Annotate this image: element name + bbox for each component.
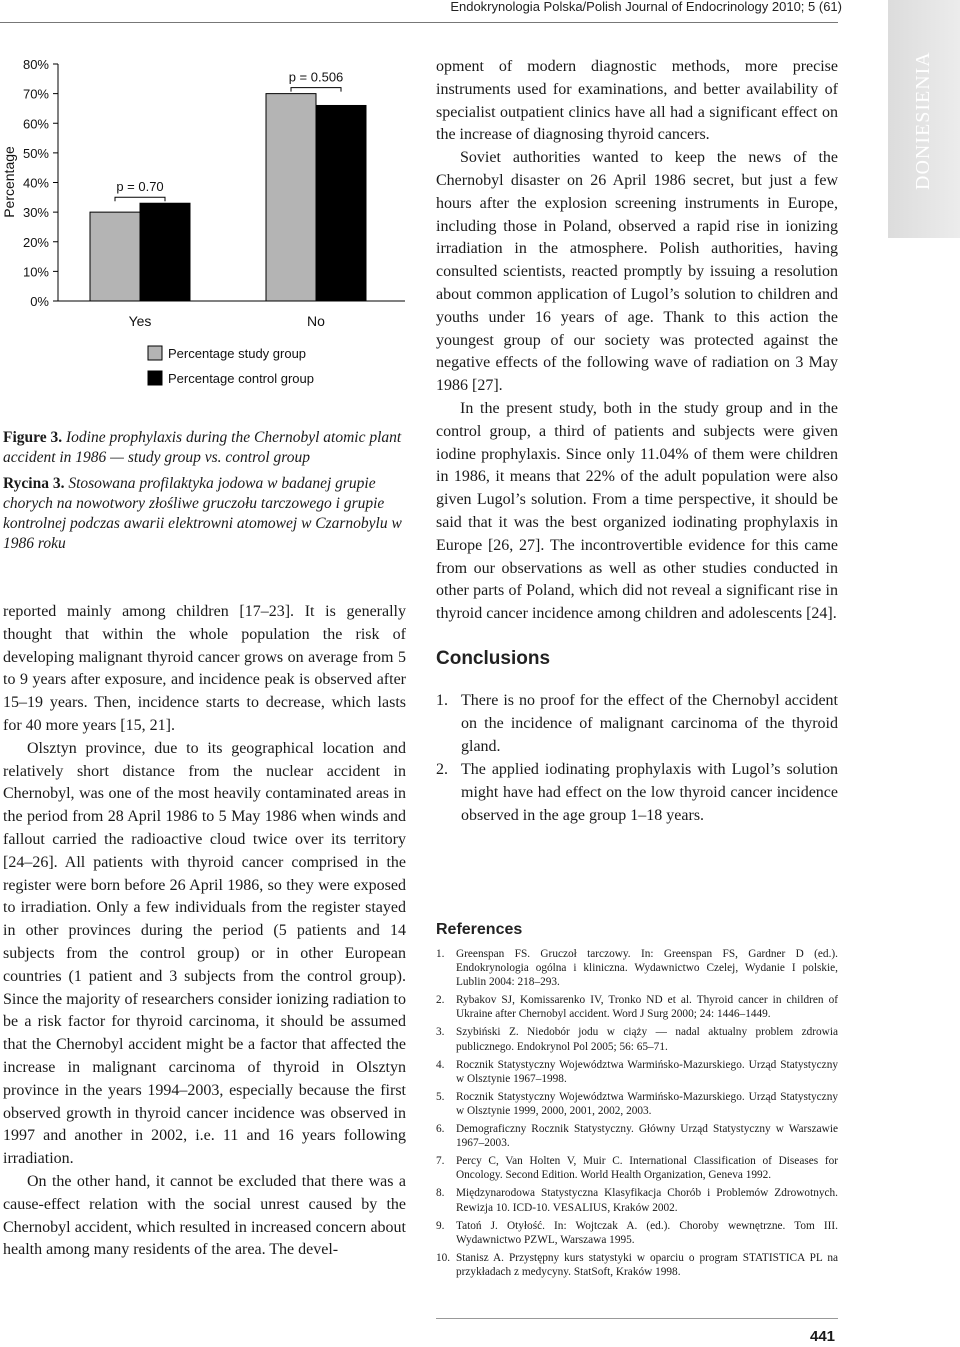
p-value-annotation: p = 0.70 — [116, 179, 164, 195]
legend-label: Percentage control group — [168, 371, 314, 386]
reference-number: 9. — [436, 1219, 445, 1232]
left-paragraph: Olsztyn province, due to its geographical location and relatively short distance from the nuclear accident in Chernobyl, was one of the most heavily contaminated areas in the period from 28 April 1986 to 5 May 1986 when winds and fallout carried the radioactive cloud twice over its territory [24–26]. All patients with thyroid cancer comprised in the register were born before 26 April 1986, so they were exposed to irradiation. Only a few individuals from the register stayed in other provinces during the period (5 patients and 14 subjects from the control group) or in other European countries (1 patient and 3 subjects from the control group). Since the majority of researchers consider ionizing radiation to be a risk factor for thyroid carcinoma, it should be assumed that the Chernobyl accident might be a factor that affected the increase in malignant carcinoma of thyroid in Olsztyn province in the years 1994–2003, especially because the first observed growth in thyroid cancer incidence was observed in 1997 and another in 2002, i.e. 11 and 16 years following irradiation. — [3, 739, 406, 1168]
reference-text: Tatoń J. Otyłość. In: Wojtczak A. (ed.). Choroby wewnętrzne. Tom III. Wydawnictwo PZWL, Warszawa 1995. — [456, 1219, 838, 1246]
reference-number: 7. — [436, 1155, 445, 1168]
y-tick-label: 50% — [22, 145, 49, 161]
conclusions-heading: Conclusions — [436, 647, 551, 669]
bar-control-yes — [140, 203, 190, 301]
reference-item — [436, 1090, 838, 1118]
left-column — [3, 601, 406, 1262]
reference-text: Demograficzny Rocznik Statystyczny. Główny Urząd Statystyczny w Warszawie 1967–2003. — [456, 1123, 838, 1150]
y-tick-label: 30% — [22, 205, 49, 221]
conclusion-text: There is no proof for the effect of the Chernobyl accident on the incidence of malignant carcinoma of the thyroid gland. — [461, 691, 838, 755]
references-heading: References — [436, 921, 523, 938]
reference-number: 8. — [436, 1187, 445, 1200]
y-tick-label: 70% — [22, 86, 49, 102]
reference-item — [436, 947, 838, 989]
y-tick-label: 10% — [22, 264, 49, 280]
reference-text: Percy C, Van Holten V, Muir C. International Classification of Diseases for Oncology. Second Edition. World Health Organization, Geneva 1992. — [456, 1155, 838, 1182]
reference-item — [436, 1154, 838, 1182]
reference-text: Rocznik Statystyczny Województwa Warmińsko-Mazurskiego. Urząd Statystyczny w Olsztynie 1967–1998. — [456, 1058, 838, 1085]
rycina-caption-text: Stosowana profilaktyka jodowa w badanej grupie chorych na nowotwory złośliwe gruczołu tarczowego i grupie kontrolnej podczas awarii elektrowni atomowej w Czarnobylu w 1986 roku — [3, 475, 402, 552]
left-paragraph: On the other hand, it cannot be excluded that there was a cause-effect relation with the social unrest caused by the Chernobyl accident, which resulted in increased concern about health among many residents of the area. The devel- — [3, 1172, 406, 1259]
reference-number: 3. — [436, 1026, 445, 1039]
footer-divider — [436, 1318, 838, 1319]
y-tick-label: 60% — [22, 116, 49, 132]
left-paragraph: reported mainly among children [17–23]. It is generally thought that within the whole population the risk of developing malignant thyroid cancer grows on average from 5 to 9 years after exposure, and incidence peak is observed after 15–19 years. Then, incidence starts to decrease, which lasts for 40 more years [15, 21]. — [3, 603, 406, 734]
reference-text: Greenspan FS. Gruczoł tarczowy. In: Greenspan FS, Gardner D (ed.). Endokrynologia ogólna i kliniczna. Wydawnictwo Czelej, Wydanie I polskie, Lublin 2004: 218–293. — [456, 948, 838, 989]
reference-number: 5. — [436, 1090, 445, 1103]
reference-text: Szybiński Z. Niedobór jodu w ciąży — nadal aktualny problem zdrowia publicznego. Endokrynol Pol 2005; 56: 65–71. — [456, 1026, 838, 1053]
reference-text: Rybakov SJ, Komissarenko IV, Tronko ND et al. Thyroid cancer in children of Ukraine after Chernobyl accident. Word J Surg 2000; 24: 1446–1449. — [456, 994, 838, 1021]
section-side-tab — [888, 0, 960, 238]
y-tick-label: 0% — [30, 294, 49, 309]
x-tick-label: No — [307, 313, 325, 329]
p-value-annotation: p = 0.506 — [288, 69, 344, 85]
reference-item — [436, 1251, 838, 1279]
conclusions-list — [436, 690, 838, 828]
legend-swatch — [148, 371, 162, 385]
reference-number: 2. — [436, 994, 445, 1007]
page-number: 441 — [810, 1328, 836, 1345]
reference-number: 6. — [436, 1123, 445, 1136]
right-paragraph: Soviet authorities wanted to keep the news of the Chernobyl disaster on 26 April 1986 secret, but just a few hours after the explosion screening instruments in Europe, including those in Poland, observed a rapid rise in ionizing irradiation in the atmosphere. Polish authorities, having consulted scientists, reacted promptly by issuing a resolution about common application of Lugol’s solution to children and youths under 16 years of age. Thank to this action the youngest group of our society was protected against the negative effects of the following wave of radiation on 3 May 1986 [27]. — [436, 149, 838, 395]
right-paragraph: In the present study, both in the study group and in the control group, a third of patients and subjects were given iodine prophylaxis. Since only 11.04% of them were children in 1986, it means that 22% of the adult population were also given Lugol’s solution. From a time perspective, it should be said that it was the best organized iodinating prophylaxis in Europe [26, 27]. The incontrovertible evidence for this came from our observations as well as other studies conducted in other parts of Poland, which did not reveal a significant rise in thyroid cancer incidence among children and adolescents [24]. — [436, 399, 838, 623]
legend-label: Percentage study group — [168, 346, 307, 361]
rycina-caption-label: Rycina 3. — [3, 475, 65, 492]
conclusion-item — [436, 690, 838, 758]
legend-swatch — [148, 346, 162, 360]
bar-control-no — [316, 105, 366, 301]
header-divider — [0, 22, 838, 23]
section-side-tab-label: DONIESIENIA — [912, 51, 934, 190]
figure-caption-label: Figure 3. — [3, 429, 63, 446]
reference-text: Stanisz A. Przystępny kurs statystyki w oparciu o program STATISTICA PL na przykładach z medycyny. StatSoft, Kraków 1998. — [456, 1251, 838, 1278]
reference-text: Międzynarodowa Statystyczna Klasyfikacja Chorób i Problemów Zdrowotnych. Rewizja 10. ICD-10. VESALIUS, Kraków 2002. — [456, 1187, 838, 1214]
reference-item — [436, 1122, 838, 1150]
reference-item — [436, 1058, 838, 1086]
x-tick-label: Yes — [128, 313, 152, 329]
references-list — [436, 947, 838, 1283]
conclusion-number: 1. — [436, 691, 448, 709]
reference-number: 1. — [436, 948, 445, 960]
y-tick-label: 80% — [22, 57, 49, 72]
iodine-prophylaxis-bar-chart — [0, 48, 410, 398]
chart-legend — [148, 346, 314, 386]
conclusion-number: 2. — [436, 761, 448, 779]
figure-caption-en — [3, 428, 408, 468]
conclusion-text: The applied iodinating prophylaxis with Lugol’s solution might have had effect on the low thyroid cancer incidence observed in the age group 1–18 years. — [461, 761, 838, 824]
significance-bracket — [291, 88, 341, 92]
conclusion-item — [436, 759, 838, 827]
reference-item — [436, 993, 838, 1021]
reference-number: 10. — [436, 1251, 451, 1264]
figure-caption-pl — [3, 474, 408, 554]
reference-item — [436, 1219, 838, 1247]
right-column — [436, 56, 838, 829]
reference-number: 4. — [436, 1058, 445, 1071]
right-paragraph: opment of modern diagnostic methods, more precise instruments used for examinations, and better availability of specialist outpatient clinics have all had a significant effect on the increase of diagnosing thyroid cancers. — [436, 58, 838, 144]
y-tick-label: 20% — [22, 234, 49, 250]
significance-bracket — [115, 197, 165, 201]
bar-study-no — [266, 94, 316, 301]
figure-caption-text: Iodine prophylaxis during the Chernobyl atomic plant accident in 1986 — study group vs. control group — [3, 429, 402, 466]
reference-item — [436, 1025, 838, 1053]
reference-text: Rocznik Statystyczny Województwa Warmińsko-Mazurskiego. Urząd Statystyczny w Olsztynie 1999, 2000, 2001, 2002, 2003. — [456, 1090, 838, 1117]
bar-study-yes — [90, 212, 140, 301]
reference-item — [436, 1186, 838, 1214]
y-axis-label: Percentage — [1, 146, 17, 218]
journal-header: Endokrynologia Polska/Polish Journal of Endocrinology 2010; 5 (61) — [450, 0, 842, 14]
y-tick-label: 40% — [22, 175, 49, 191]
